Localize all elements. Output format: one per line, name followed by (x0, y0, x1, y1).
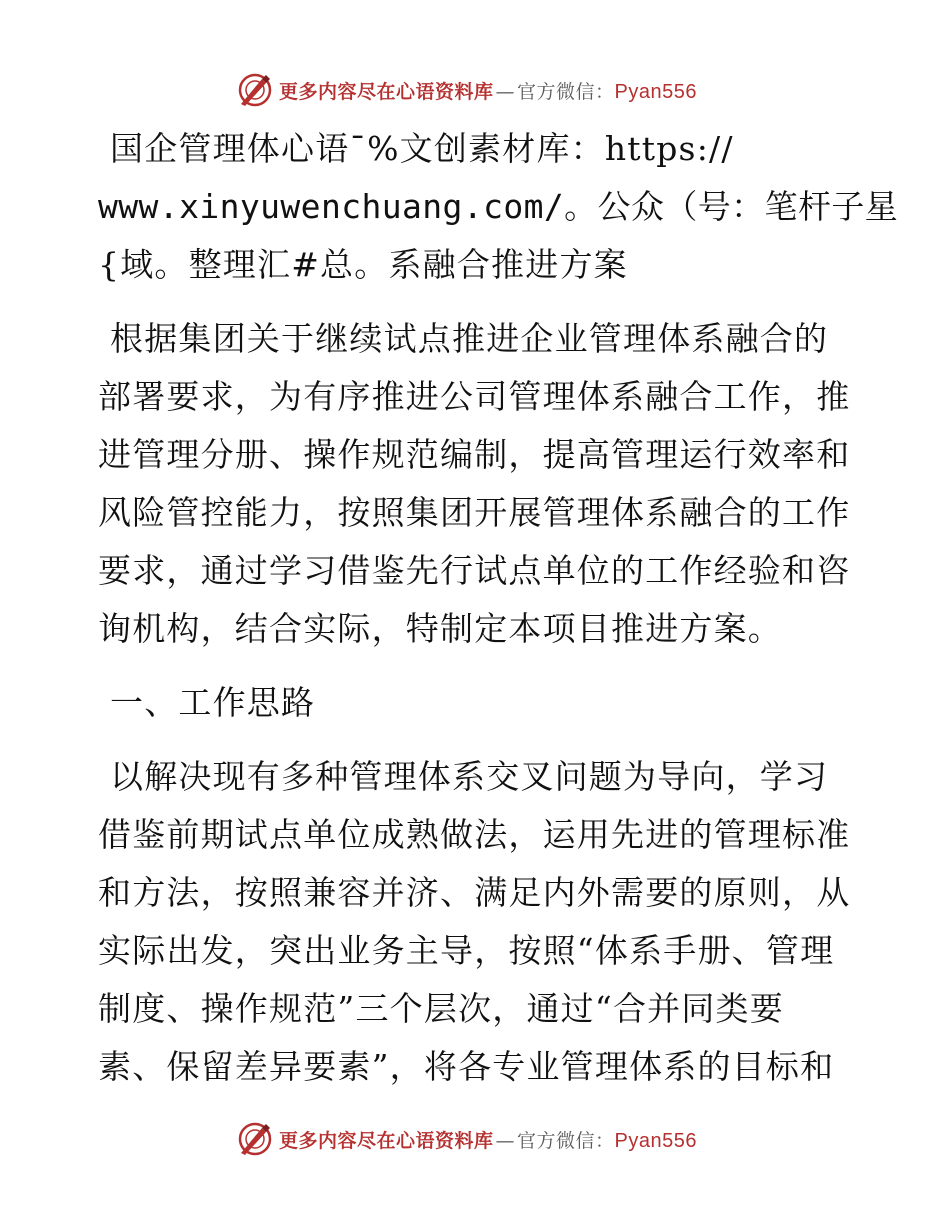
text-line: 制度、操作规范”三个层次，通过“合并同类要 (98, 989, 784, 1028)
text-line: 要求，通过学习借鉴先行试点单位的工作经验和咨 (98, 551, 851, 590)
body-paragraph-1 (98, 310, 858, 658)
watermark-label: 官方微信： (517, 1129, 615, 1152)
watermark-label: 官方微信： (517, 80, 615, 103)
text-line: 实际出发，突出业务主导，按照“体系手册、管理 (98, 931, 835, 970)
text-line: {域。整理汇#总。系融合推进方案 (98, 245, 628, 284)
text-line: 根据集团关于继续试点推进企业管理体系融合的 (110, 319, 829, 358)
watermark-dash: — (495, 1129, 516, 1152)
section-heading (98, 674, 858, 732)
document-body (98, 120, 899, 1112)
watermark-brand: 更多内容尽在心语资料库 (279, 1129, 494, 1152)
watermark-text (279, 1126, 697, 1153)
text-line: 和方法，按照兼容并济、满足内外需要的原则，从 (98, 873, 851, 912)
text-line: 借鉴前期试点单位成熟做法，运用先进的管理标准 (98, 815, 851, 854)
intro-paragraph (98, 120, 899, 294)
text-line: 国企管理体心语¯%文创素材库：https:// (110, 129, 734, 168)
pen-circle-logo-icon (235, 70, 275, 110)
text-line: 部署要求，为有序推进公司管理体系融合工作，推 (98, 377, 851, 416)
text-line: 素、保留差异要素”，将各专业管理体系的目标和 (98, 1047, 835, 1086)
text-line: 进管理分册、操作规范编制，提高管理运行效率和 (98, 435, 851, 474)
text-line: 风险管控能力，按照集团开展管理体系融合的工作 (98, 493, 851, 532)
text-line: 以解决现有多种管理体系交叉问题为导向，学习 (110, 757, 829, 796)
text-line: www.xinyuwenchuang.com/。公众（号：笔杆子星 (98, 187, 899, 226)
watermark-banner-bottom (0, 1119, 950, 1159)
section-heading-text: 一、工作思路 (110, 683, 316, 722)
watermark-wechat-id: Pyan556 (614, 80, 697, 103)
text-line: 询机构，结合实际，特制定本项目推进方案。 (98, 609, 782, 648)
body-paragraph-2 (98, 748, 858, 1096)
watermark-text (279, 77, 697, 104)
watermark-brand: 更多内容尽在心语资料库 (279, 80, 494, 103)
watermark-banner-top (0, 70, 950, 110)
pen-circle-logo-icon (235, 1119, 275, 1159)
watermark-dash: — (495, 80, 516, 103)
watermark-wechat-id: Pyan556 (614, 1129, 697, 1152)
